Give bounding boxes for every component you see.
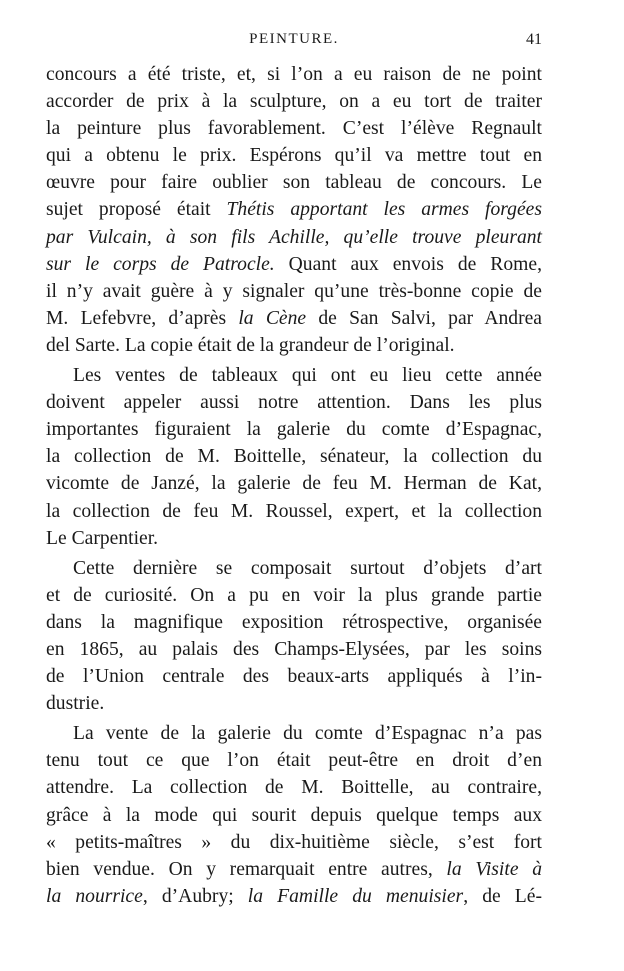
text-line: « petits-maîtres » du dix-huitième siècle, s’est fort: [46, 831, 542, 853]
text-line: importantes figuraient la galerie du comte d’Espagnac,: [46, 419, 542, 441]
italic-title: la Cène: [238, 307, 307, 329]
text-line: accorder de prix à la sculpture, on a eu tort de traiter: [46, 91, 542, 113]
paragraph-start: Cette dernière se composait surtout d’objets d’art: [73, 557, 542, 579]
text-line: [46, 224, 542, 251]
text-line: de l’Union centrale des beaux-arts appliqués à l’in-: [46, 666, 542, 688]
running-title: PEINTURE.: [249, 31, 339, 47]
body-text: [46, 61, 542, 910]
text-line: la nourrice, d’Aubry; la Famille du menuisier, de Lé-: [46, 885, 542, 907]
text-line: del Sarte. La copie était de la grandeur de l’original.: [46, 334, 455, 356]
text-line: attendre. La collection de M. Boittelle, au contraire,: [46, 777, 542, 799]
text-line: M. Lefebvre, d’après la Cène de San Salvi, par Andrea: [46, 307, 542, 329]
text-line: concours a été triste, et, si l’on a eu raison de ne point: [46, 64, 542, 85]
text-line: dans la magnifique exposition rétrospective, organisée: [46, 611, 542, 633]
text-line: œuvre pour faire oublier son tableau de concours. Le: [46, 172, 542, 194]
text-line: sur le corps de Patrocle. Quant aux envois de Rome,: [46, 253, 542, 275]
text-line: Le Carpentier.: [46, 527, 159, 549]
text-line: en 1865, au palais des Champs-Elysées, par les soins: [46, 638, 542, 660]
page-number: 41: [526, 31, 542, 48]
text-line: la collection de M. Boittelle, sénateur, la collection du: [46, 446, 542, 468]
text-line: grâce à la mode qui sourit depuis quelque temps aux: [46, 804, 542, 826]
text-line: doivent appeler aussi notre attention. Dans les plus: [46, 392, 542, 414]
italic-title: la nourrice: [46, 885, 143, 907]
text-line: et de curiosité. On a pu en voir la plus grande partie: [46, 584, 542, 606]
text-line: bien vendue. On y remarquait entre autres, la Visite à: [46, 858, 542, 880]
italic-title: la Visite à: [446, 858, 542, 880]
text-line: tenu tout ce que l’on était peut-être en droit d’en: [46, 750, 542, 772]
text-line: il n’y avait guère à y signaler qu’une très-bonne copie de: [46, 280, 542, 302]
italic-title: Thétis apportant les armes forgées: [226, 199, 542, 221]
text-line: qui a obtenu le prix. Espérons qu’il va mettre tout en: [46, 145, 542, 167]
italic-title: la Famille du menuisier: [247, 885, 464, 907]
paragraph-start: Les ventes de tableaux qui ont eu lieu cette année: [73, 365, 542, 387]
text-line: la collection de feu M. Roussel, expert, et la collection: [46, 500, 542, 522]
italic-title: sur le corps de Patrocle.: [46, 253, 275, 275]
text-line: dustrie.: [46, 693, 105, 715]
running-head: [46, 31, 542, 53]
text-line: la peinture plus favorablement. C’est l’élève Regnault: [46, 118, 542, 140]
italic-title: par Vulcain, à son fils Achille, qu’elle trouve pleurant: [46, 226, 542, 248]
text-line: sujet proposé était Thétis apportant les armes forgées: [46, 199, 542, 221]
text-line: vicomte de Janzé, la galerie de feu M. Herman de Kat,: [46, 473, 542, 495]
paragraph-start: La vente de la galerie du comte d’Espagnac n’a pas: [73, 723, 542, 745]
